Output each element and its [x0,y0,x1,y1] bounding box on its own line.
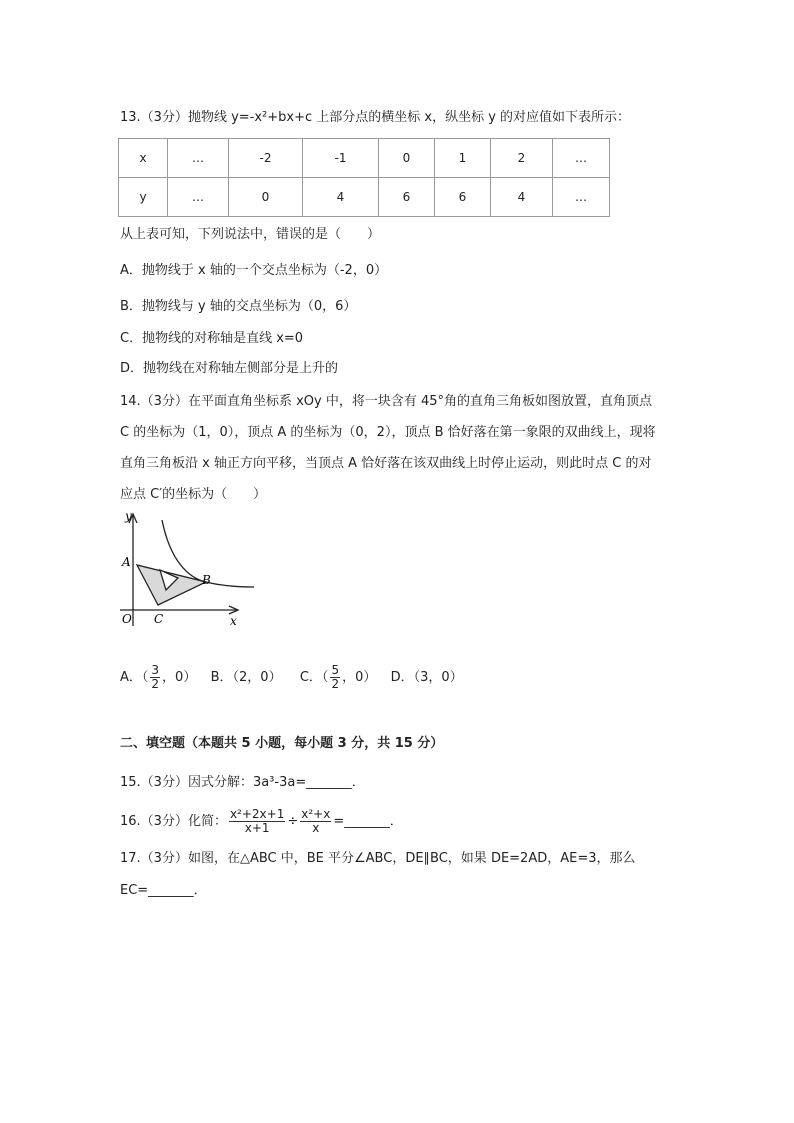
q13-stem: 13.（3分）抛物线 y=-x²+bx+c 上部分点的横坐标 x，纵坐标 y 的对应值如下表所示： [120,110,631,125]
table-cell: … [553,178,610,217]
q14-line-2: C 的坐标为（1，0），顶点 A 的坐标为（0，2），顶点 B 恰好落在第一象限的双曲线上，现将 [120,425,656,440]
fraction-denominator: x+1 [244,821,270,835]
q14-line-3: 直角三角板沿 x 轴正方向平移，当顶点 A 恰好落在该双曲线上时停止运动，则此时点 C 的对 [120,456,652,471]
q16-operator: ÷ [287,814,299,829]
table-row [119,178,610,217]
table-cell: 0 [379,139,435,178]
point-a-label: A [122,555,131,569]
q17-line-2: EC=_______． [120,883,207,898]
q13-option-c: C．抛物线的对称轴是直线 x=0 [120,331,304,346]
table-cell: -1 [303,139,379,178]
fraction-numerator: 3 [151,663,160,677]
fraction-numerator: x²+2x+1 [229,807,285,821]
q14-options [120,664,463,691]
x-axis-label: x [230,614,237,628]
q14-option-a-suffix: ，0） [162,670,197,685]
fraction-numerator: 5 [331,663,340,677]
q14-option-a-fraction [150,664,160,691]
table-cell: 0 [229,178,303,217]
q15-text: 15.（3分）因式分解：3a³-3a=_______． [120,775,365,790]
point-b-label: B [202,573,211,587]
fraction-denominator: 2 [151,677,160,691]
q13-question: 从上表可知，下列说法中，错误的是（ ） [120,227,381,242]
table-cell: 6 [379,178,435,217]
table-cell: 6 [435,178,491,217]
q16-fraction-1 [229,808,285,835]
fraction-denominator: 2 [331,677,340,691]
q14-option-c-suffix: ，0） [342,670,377,685]
q14-option-d: D．（3，0） [390,670,463,685]
y-axis-label: y [125,509,132,523]
table-cell: 4 [303,178,379,217]
table-cell: 1 [435,139,491,178]
q14-option-a-prefix: A．（ [120,670,149,685]
q14-line-1: 14.（3分）在平面直角坐标系 xOy 中，将一块含有 45°角的直角三角板如图放置，直角顶点 [120,394,653,409]
q16-suffix: =_______． [333,814,403,829]
q14-option-c-fraction [330,664,340,691]
q16-fraction-2 [300,808,331,835]
origin-label: O [122,612,132,626]
table-cell: 4 [491,178,553,217]
q14-option-b: B．（2，0） [210,670,282,685]
table-cell: 2 [491,139,553,178]
q16-text [120,806,403,838]
q14-option-c-prefix: C．（ [299,670,329,685]
table-row [119,139,610,178]
table-cell: -2 [229,139,303,178]
table-cell: … [553,139,610,178]
q14-figure [118,506,258,634]
q13-option-a: A．抛物线于 x 轴的一个交点坐标为（-2，0） [120,263,388,278]
table-cell: x [119,139,168,178]
table-cell: … [168,139,229,178]
fraction-denominator: x [312,821,320,835]
table-cell: … [168,178,229,217]
table-cell: y [119,178,168,217]
q13-value-table [118,138,610,217]
point-c-label: C [154,612,164,626]
q13-option-b: B．抛物线与 y 轴的交点坐标为（0，6） [120,299,357,314]
section-2-title: 二、填空题（本题共 5 小题，每小题 3 分，共 15 分） [120,736,444,751]
q13-option-d: D．抛物线在对称轴左侧部分是上升的 [120,361,339,376]
fraction-numerator: x²+x [301,807,331,821]
q14-line-4: 应点 C′的坐标为（ ） [120,487,267,502]
q16-prefix: 16.（3分）化简： [120,814,227,829]
q17-line-1: 17.（3分）如图，在△ABC 中，BE 平分∠ABC，DE∥BC，如果 DE=2AD，AE=3，那么 [120,851,636,866]
